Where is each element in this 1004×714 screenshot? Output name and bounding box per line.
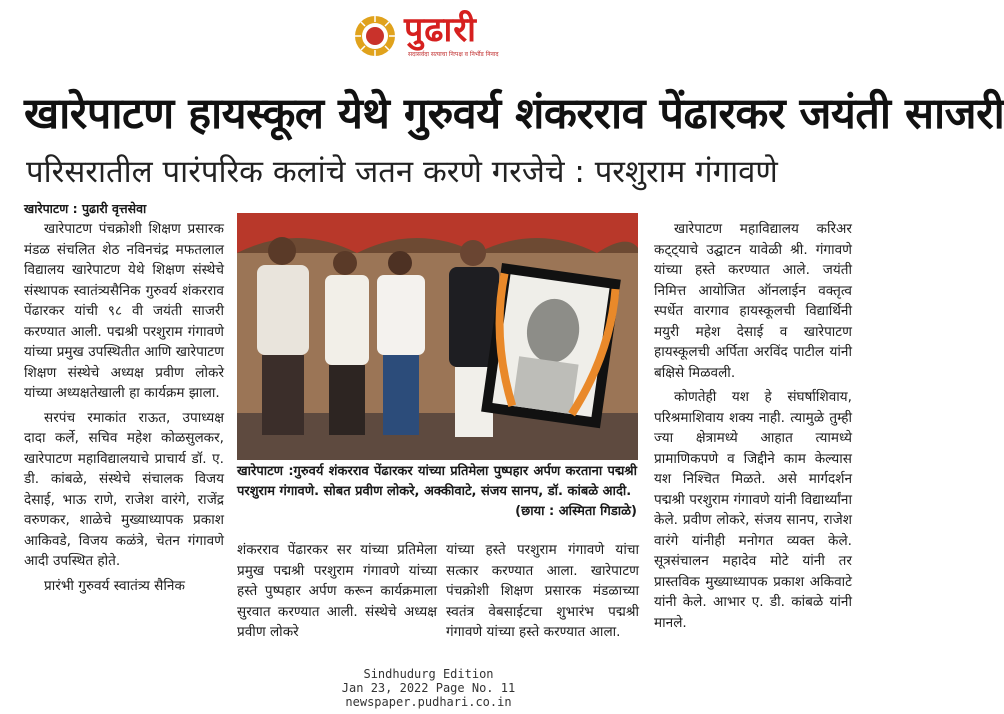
article-column-3 [446, 540, 639, 643]
paragraph: शंकरराव पेंढारकर सर यांच्या प्रतिमेला प्रमुख पद्मश्री परशुराम गंगावणे यांच्या हस्ते पुष्पहार अर्पण करून कार्यक्रमाला सुरवात करण्यात आली. संस्थेचे अध्यक्ष प्रवीण लोकरे [237, 542, 437, 640]
site-link[interactable]: newspaper.pudhari.co.in [345, 695, 512, 709]
article-headline: खारेपाटण हायस्कूल येथे गुरुवर्य शंकरराव पेंढारकर जयंती साजरी [24, 89, 1004, 139]
masthead-tagline: सदासर्वदा सत्याचा निःपक्ष व निर्भीड निनाद [408, 51, 499, 58]
paragraph: यांच्या हस्ते परशुराम गंगावणे यांचा सत्कार करण्यात आला. खारेपाटण पंचक्रोशी शिक्षण प्रसारक मंडळाच्या स्वतंत्र वेबसाईटचा शुभारंभ पद्मश्री गंगावणे यांच्या हस्ते करण्यात आला. [446, 542, 639, 640]
paragraph: खारेपाटण पंचक्रोशी शिक्षण प्रसारक मंडळ संचलित शेठ नविनचंद्र मफतलाल विद्यालय खारेपाटण येथे शिक्षण संस्थेचे संस्थापक स्वातंत्र्यसैनिक गुरुवर्य शंकरराव पेंढारकर यांची ९८ वी जयंती साजरी करण्यात आली. पद्मश्री परशुराम गंगावणे यांच्या प्रमुख उपस्थितीत आणि खारेपाटण शिक्षण संस्थेचे अध्यक्ष प्रवीण लोकरे यांच्या अध्यक्षतेखाली हा कार्यक्रम झाला. [24, 221, 224, 401]
article-photo [237, 213, 638, 460]
masthead [0, 8, 857, 58]
sun-emblem-icon [353, 14, 397, 58]
article-column-1 [24, 219, 224, 659]
article-column-4 [654, 219, 852, 633]
event-photo-illustration [237, 213, 638, 460]
edition-label: Sindhudurg Edition [363, 667, 494, 681]
page-footer [0, 667, 857, 709]
paragraph: प्रारंभी गुरुवर्य स्वातंत्र्य सैनिक [44, 577, 185, 594]
article-column-2 [237, 540, 437, 643]
paragraph: कोणतेही यश हे संघर्षाशिवाय, परिश्रमाशिवाय शक्य नाही. त्यामुळे तुम्ही ज्या क्षेत्रामध्ये आहात त्यामध्ये प्रामाणिकपणे व जिद्दीने काम केल्यास यश निश्चित मिळते. असे मार्गदर्शन पद्मश्री परशुराम गंगावणे यांनी विद्यार्थ्यांना केले. प्रवीण लोकरे, संजय सानप, राजेश वारंगे यांनीही मनोगत व्यक्त केले. सूत्रसंचालन महादेव मोटे यांनी तर प्रास्तविक मुख्याध्यापक प्रकाश अकिवाटे यांनी केले. आभार ए. डी. कांबळे यांनी मानले. [654, 389, 852, 631]
newspaper-logo: पुढारी [404, 10, 477, 50]
photo-caption [237, 462, 637, 522]
article-subheadline: परिसरातील पारंपरिक कलांचे जतन करणे गरजेचे : परशुराम गंगावणे [26, 154, 778, 190]
paragraph: सरपंच रमाकांत राऊत, उपाध्यक्ष दादा कर्ले, सचिव महेश कोळसुलकर, खारेपाटण महाविद्यालयाचे प्राचार्य डॉ. ए. डी. कांबळे, संस्थेचे संचालक विजय देसाई, भाऊ राणे, राजेश वारंगे, राजेंद्र वरुणकर, शाळेचे मुख्याध्यापक प्रकाश आकिवडे, विजय कळंत्रे, चेतन गंगावणे आदी उपस्थित होते. [24, 409, 224, 569]
article-dateline: खारेपाटण : पुढारी वृत्तसेवा [24, 201, 147, 216]
paragraph: खारेपाटण महाविद्यालय करिअर कट्ट्याचे उद्घाटन यावेळी श्री. गंगावणे यांच्या हस्ते करण्यात आले. जयंती निमित्त आयोजित ऑनलाईन वक्तृत्व स्पर्धेत वारगाव हायस्कूलची विद्यार्थिनी मयुरी महेश देसाई व खारेपाटण हायस्कूलची अर्पिता अरविंद पाटील यांनी बक्षिसे मिळवली. [654, 221, 852, 381]
caption-text: खारेपाटण :गुरुवर्य शंकरराव पेंढारकर यांच्या प्रतिमेला पुष्पहार अर्पण करताना पद्मश्री परशुराम गंगावणे. सोबत प्रवीण लोकरे, अक्कीवाटे, संजय सानप, डॉ. कांबळे आदी. [237, 464, 637, 499]
photo-credit: (छाया : अस्मिता गिडाळे) [515, 504, 637, 519]
date-page-label: Jan 23, 2022 Page No. 11 [341, 681, 516, 695]
